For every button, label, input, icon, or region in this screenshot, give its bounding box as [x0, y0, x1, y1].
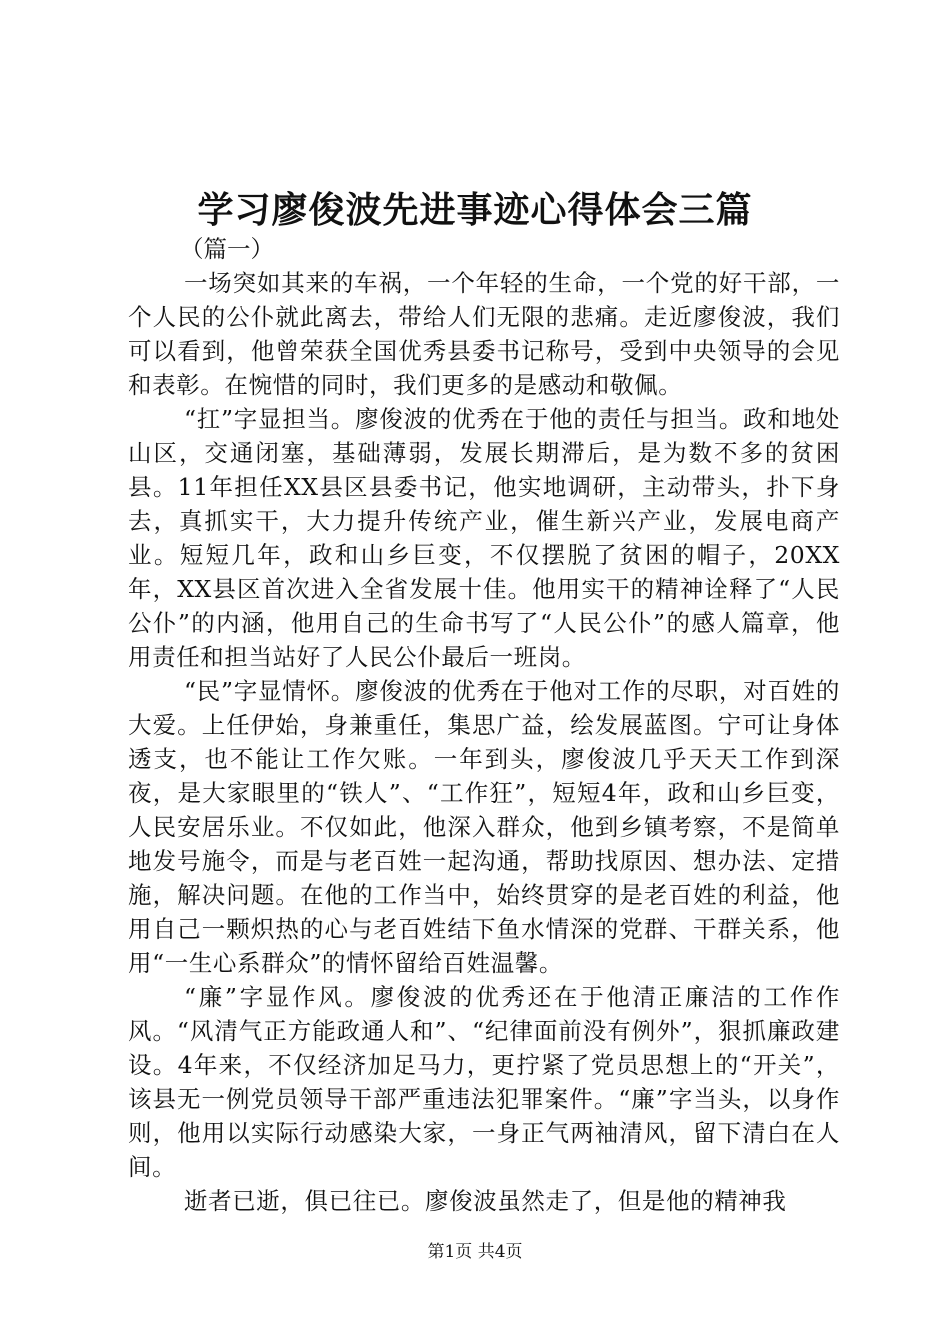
paragraph-integrity: “廉”字显作风。廖俊波的优秀还在于他清正廉洁的工作作风。“风清气正方能政通人和”、“纪律面前没有例外”，狠抓廉政建设。4年来，不仅经济加足马力，更拧紧了党员思想上的“开关”，该县无一例党员领导干部严重违法犯罪案件。“廉”字当头，以身作则，他用以实际行动感染大家，一身正气两袖清风，留下清白在人间。: [128, 983, 840, 1181]
page-number-footer: 第1页 共4页: [427, 1242, 523, 1262]
section-label: （篇一）: [180, 235, 274, 263]
paragraph-closing: 逝者已逝，俱已往已。廖俊波虽然走了，但是他的精神我: [184, 1187, 787, 1215]
paragraph-responsibility: “扛”字显担当。廖俊波的优秀在于他的责任与担当。政和地处山区，交通闭塞，基础薄弱，发展长期滞后，是为数不多的贫困县。11年担任XX县区县委书记，他实地调研，主动带头，扑下身去，真抓实干，大力提升传统产业，催生新兴产业，发展电商产业。短短几年，政和山乡巨变，不仅摆脱了贫困的帽子，20XX年，XX县区首次进入全省发展十佳。他用实干的精神诠释了“人民公仆”的内涵，他用自己的生命书写了“人民公仆”的感人篇章，他用责任和担当站好了人民公仆最后一班岗。: [128, 405, 840, 671]
document-body: [128, 232, 840, 1218]
document-title: 学习廖俊波先进事迹心得体会三篇: [197, 189, 753, 231]
paragraph-intro: 一场突如其来的车祸，一个年轻的生命，一个党的好干部，一个人民的公仆就此离去，带给人们无限的悲痛。走近廖俊波，我们可以看到，他曾荣获全国优秀县委书记称号，受到中央领导的会见和表彰。在惋惜的同时，我们更多的是感动和敬佩。: [128, 269, 840, 399]
paragraph-people: “民”字显情怀。廖俊波的优秀在于他对工作的尽职，对百姓的大爱。上任伊始，身兼重任，集思广益，绘发展蓝图。宁可让身体透支，也不能让工作欠账。一年到头，廖俊波几乎天天工作到深夜，是大家眼里的“铁人”、“工作狂”，短短4年，政和山乡巨变，人民安居乐业。不仅如此，他深入群众，他到乡镇考察，不是简单地发号施令，而是与老百姓一起沟通，帮助找原因、想办法、定措施，解决问题。在他的工作当中，始终贯穿的是老百姓的利益，他用自己一颗炽热的心与老百姓结下鱼水情深的党群、干群关系，他用“一生心系群众”的情怀留给百姓温馨。: [128, 677, 840, 977]
